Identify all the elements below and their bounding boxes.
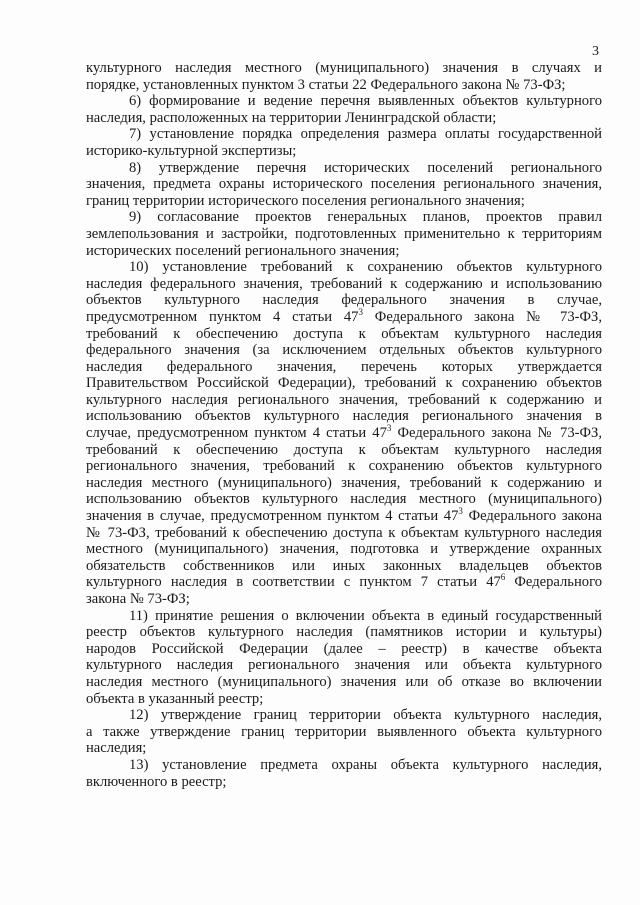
line-text: культурного наследия регионального значения или объекта культурного bbox=[86, 657, 602, 674]
text-line bbox=[86, 392, 602, 409]
text-line bbox=[86, 209, 602, 226]
line-text: наследия, расположенных на территории Ленинградской области; bbox=[86, 109, 497, 126]
line-text: Федерального закона № 73-ФЗ, bbox=[362, 308, 602, 325]
text-line bbox=[86, 608, 602, 625]
text-line bbox=[86, 143, 602, 160]
text-line bbox=[86, 740, 602, 757]
line-text: использованию объектов культурного наследия местного (муниципального) bbox=[86, 491, 602, 508]
text-line bbox=[86, 475, 602, 492]
line-text: значения в случае, предусмотренном пунктом 4 статьи 47 bbox=[86, 508, 459, 525]
text-line bbox=[86, 77, 602, 94]
line-text: требований к обеспечению доступа к объектам культурного наследия bbox=[86, 441, 602, 458]
line-text: № 73-ФЗ, требований к обеспечению доступа к объектам культурного наследия bbox=[86, 524, 602, 541]
text-line bbox=[86, 243, 602, 260]
line-text: местного (муниципального) значения, подготовка и утверждение охранных bbox=[86, 541, 602, 558]
line-text: историко-культурной экспертизы; bbox=[86, 142, 297, 159]
line-text: исторических поселений регионального значения; bbox=[86, 242, 400, 259]
text-line bbox=[86, 691, 602, 708]
superscript: 6 bbox=[500, 572, 506, 583]
text-line bbox=[86, 558, 602, 575]
text-line bbox=[86, 193, 602, 210]
text-line bbox=[86, 757, 602, 774]
text-line bbox=[86, 641, 602, 658]
line-text: наследия; bbox=[86, 740, 147, 757]
paragraph-p7 bbox=[86, 126, 602, 159]
line-text: народов Российской Федерации (далее – реестр) в качестве объекта bbox=[86, 640, 602, 657]
line-text: наследия федерального значения, перечень которых утверждается bbox=[86, 358, 602, 375]
text-line bbox=[86, 458, 602, 475]
text-line bbox=[86, 574, 602, 591]
line-text: наследия местного (муниципального) значения или об отказе во включении bbox=[86, 673, 602, 690]
paragraph-p10 bbox=[86, 259, 602, 607]
text-line bbox=[86, 126, 602, 143]
text-line bbox=[86, 259, 602, 276]
line-text: объектов культурного наследия федерального значения в случае, bbox=[86, 292, 602, 309]
text-line bbox=[86, 226, 602, 243]
text-line bbox=[86, 110, 602, 127]
paragraph-p6 bbox=[86, 93, 602, 126]
line-text: предусмотренном пунктом 4 статьи 47 bbox=[86, 308, 359, 325]
paragraph-p9 bbox=[86, 209, 602, 259]
text-line bbox=[86, 425, 602, 442]
text-line bbox=[86, 591, 602, 608]
line-text: а также утверждение границ территории выявленного объекта культурного bbox=[86, 723, 602, 740]
line-text: включенного в реестр; bbox=[86, 773, 227, 790]
line-text: значения, предмета охраны исторического поселения регионального значения, bbox=[86, 176, 602, 193]
paragraph-p12 bbox=[86, 707, 602, 757]
line-text: требований к обеспечению доступа к объектам культурного наследия bbox=[86, 325, 602, 342]
text-line bbox=[86, 176, 602, 193]
text-line bbox=[86, 292, 602, 309]
superscript: 3 bbox=[358, 307, 363, 318]
text-line bbox=[86, 375, 602, 392]
line-text: наследия федерального значения, требований к содержанию и использованию bbox=[86, 275, 602, 292]
line-text: 8) утверждение перечня исторических поселений регионального bbox=[129, 159, 602, 176]
text-line bbox=[86, 276, 602, 293]
line-text: Федерального bbox=[505, 574, 602, 591]
paragraph-p8 bbox=[86, 160, 602, 210]
text-line bbox=[86, 309, 602, 326]
line-text: 12) утверждение границ территории объекта культурного наследия, bbox=[129, 707, 602, 724]
paragraph-p11 bbox=[86, 608, 602, 708]
line-text: 7) установление порядка определения размера оплаты государственной bbox=[129, 126, 602, 143]
text-line bbox=[86, 774, 602, 791]
page-number: 3 bbox=[592, 44, 599, 59]
line-text: Правительством Российской Федерации), требований к сохранению объектов bbox=[86, 375, 602, 392]
line-text: использованию объектов культурного наследия регионального значения в bbox=[86, 408, 602, 425]
paragraph-p5-tail bbox=[86, 60, 602, 93]
line-text: 13) установление предмета охраны объекта культурного наследия, bbox=[129, 756, 602, 773]
line-text: 6) формирование и ведение перечня выявленных объектов культурного bbox=[129, 93, 602, 110]
line-text: реестр объектов культурного наследия (памятников истории и культуры) bbox=[86, 624, 602, 641]
document-body bbox=[86, 60, 602, 790]
text-line bbox=[86, 707, 602, 724]
text-line bbox=[86, 541, 602, 558]
text-line bbox=[86, 160, 602, 177]
line-text: наследия местного (муниципального) значения, требований к содержанию и bbox=[86, 474, 602, 491]
text-line bbox=[86, 60, 602, 77]
line-text: 10) установление требований к сохранению объектов культурного bbox=[129, 259, 602, 276]
superscript: 3 bbox=[458, 506, 463, 517]
paragraph-p13 bbox=[86, 757, 602, 790]
line-text: культурного наследия местного (муниципального) значения в случаях и bbox=[86, 60, 602, 76]
line-text: границ территории исторического поселения регионального значения; bbox=[86, 192, 525, 209]
line-text: федерального значения (за исключением отдельных объектов культурного bbox=[86, 342, 602, 359]
text-line bbox=[86, 674, 602, 691]
line-text: обязательств собственников или иных законных владельцев объектов bbox=[86, 557, 602, 574]
text-line bbox=[86, 525, 602, 542]
line-text: культурного наследия в соответствии с пунктом 7 статьи 47 bbox=[86, 574, 501, 591]
line-text: 9) согласование проектов генеральных планов, проектов правил bbox=[129, 209, 602, 226]
text-line bbox=[86, 508, 602, 525]
text-line bbox=[86, 657, 602, 674]
line-text: Федерального закона bbox=[462, 508, 602, 525]
text-line bbox=[86, 342, 602, 359]
text-line bbox=[86, 442, 602, 459]
text-line bbox=[86, 326, 602, 343]
line-text: Федерального закона № 73-ФЗ, bbox=[391, 425, 602, 442]
superscript: 3 bbox=[386, 423, 392, 434]
line-text: культурного наследия регионального значения, требований к содержанию и bbox=[86, 391, 602, 408]
text-line bbox=[86, 624, 602, 641]
line-text: случае, предусмотренном пунктом 4 статьи 47 bbox=[86, 425, 387, 442]
line-text: 11) принятие решения о включении объекта в единый государственный bbox=[129, 607, 602, 624]
line-text: объекта в указанный реестр; bbox=[86, 690, 264, 707]
line-text: регионального значения, требований к сохранению объектов культурного bbox=[86, 458, 602, 475]
line-text: землепользования и застройки, подготовленных применительно к территориям bbox=[86, 225, 602, 242]
text-line bbox=[86, 724, 602, 741]
text-line bbox=[86, 359, 602, 376]
text-line bbox=[86, 491, 602, 508]
text-line bbox=[86, 408, 602, 425]
line-text: порядке, установленных пунктом 3 статьи 22 Федерального закона № 73-ФЗ; bbox=[86, 76, 566, 93]
line-text: закона № 73-ФЗ; bbox=[86, 591, 190, 607]
text-line bbox=[86, 93, 602, 110]
